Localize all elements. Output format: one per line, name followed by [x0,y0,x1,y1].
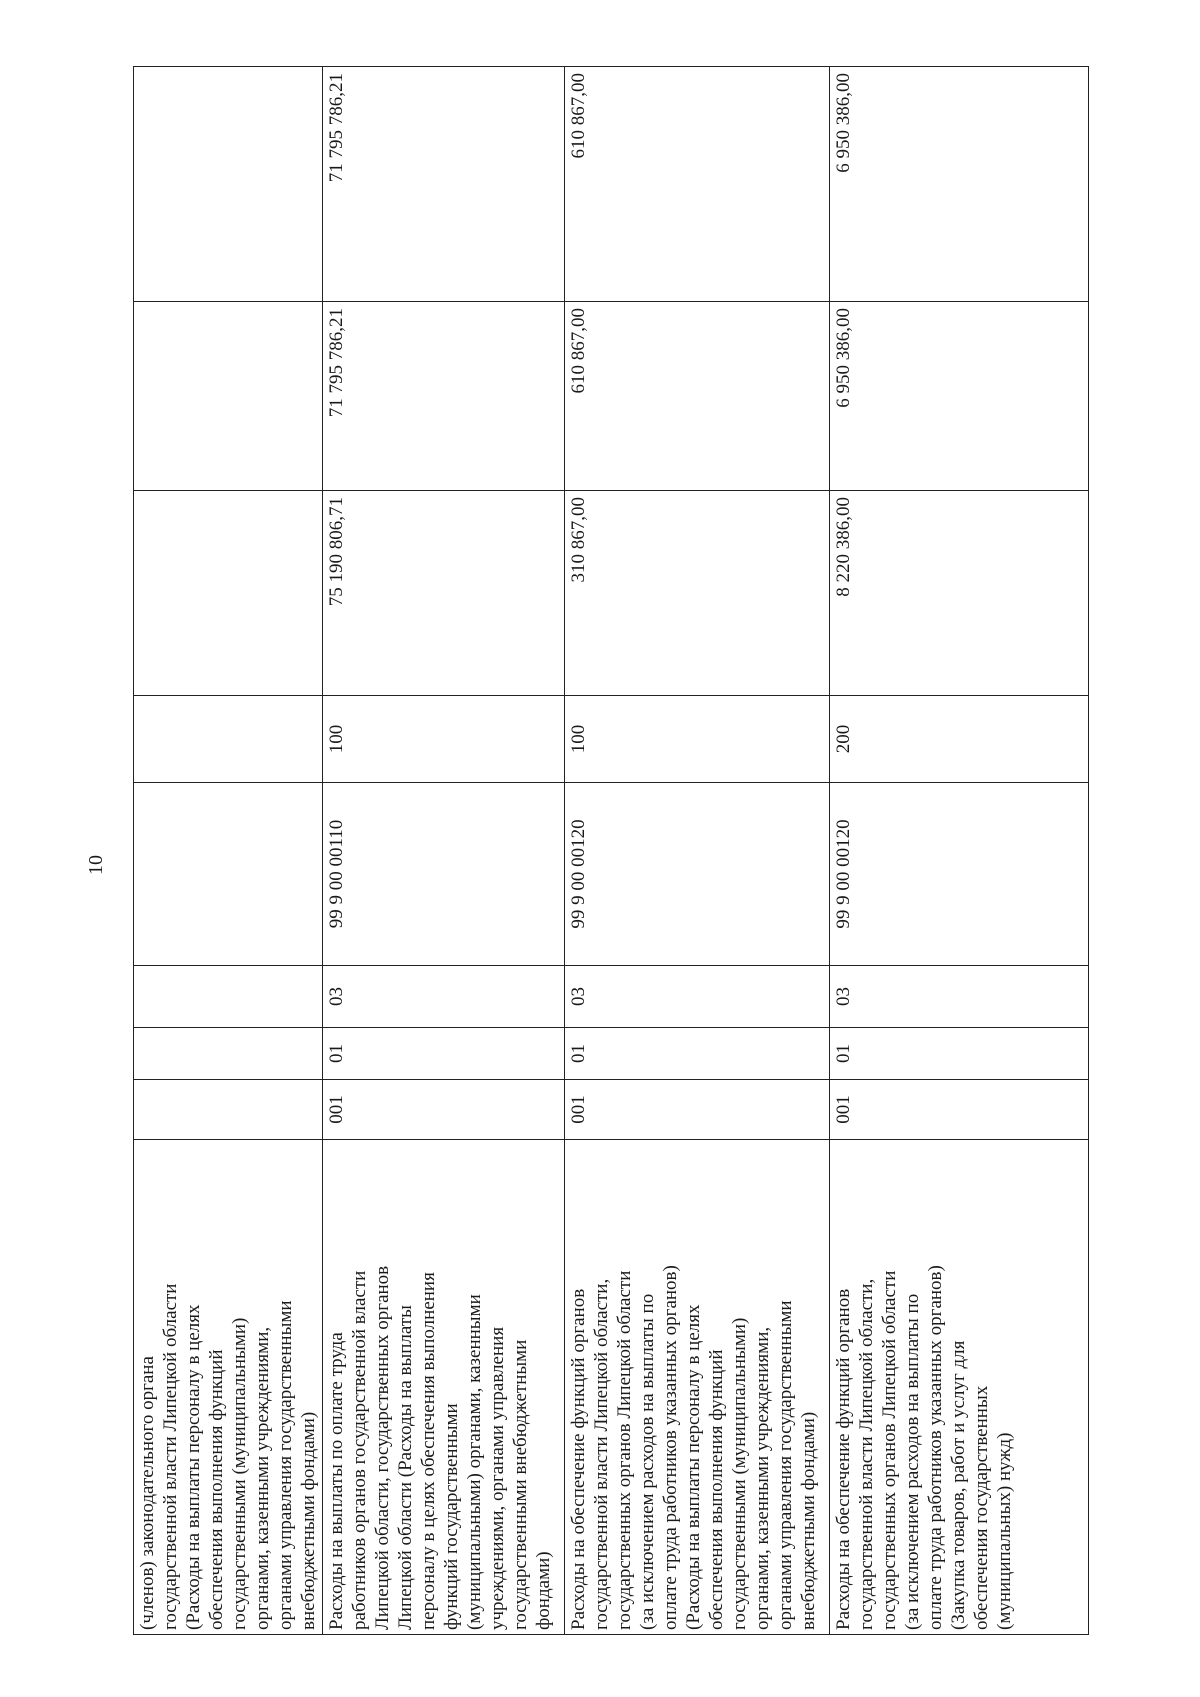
sum1-cell: 75 190 806,71 [323,491,565,696]
rz-cell: 01 [565,1028,830,1080]
sum3-cell [134,67,323,302]
sum2-cell: 71 795 786,21 [323,302,565,491]
sum1-cell [134,491,323,696]
csr-cell: 99 9 00 00110 [323,783,565,966]
rz-cell: 01 [830,1028,1089,1080]
pr-cell: 03 [830,966,1089,1028]
vr-cell [134,696,323,783]
table-row [565,67,830,1635]
vr-cell: 200 [830,696,1089,783]
pr-cell [134,966,323,1028]
sum2-cell [134,302,323,491]
table-row [323,67,565,1635]
table-body [134,67,1089,1635]
rz-cell [134,1028,323,1080]
row-description: (членов) законодательного органа государственной власти Липецкой области (Расходы на выплаты персоналу в целях обеспечения выполнения функций государственными (муниципальными) органами, казенными учреждениями, органами управления государственными внебюджетными фондами) [137,1283,319,1630]
rotated-table-container [133,67,1080,1635]
row-description: Расходы на выплаты по оплате труда работников органов государственной власти Липецкой области, государственных органов Липецкой области (Расходы на выплаты персоналу в целях обеспечения выполнения функций государственными (муниципальными) органами, казенными учреждениями, органами управления государственными внебюджетными фондами) [326,1265,554,1630]
ved-cell: 001 [323,1080,565,1140]
sum3-cell: 6 950 386,00 [830,67,1089,302]
ved-cell [134,1080,323,1140]
table-row [830,67,1089,1635]
pr-cell: 03 [565,966,830,1028]
ved-cell: 001 [830,1080,1089,1140]
page-number: 10 [84,855,107,875]
table-row [134,67,323,1635]
sum1-cell: 310 867,00 [565,491,830,696]
sum2-cell: 610 867,00 [565,302,830,491]
row-description-cell [134,1140,323,1635]
sum2-cell: 6 950 386,00 [830,302,1089,491]
vr-cell: 100 [565,696,830,783]
csr-cell [134,783,323,966]
csr-cell: 99 9 00 00120 [830,783,1089,966]
csr-cell: 99 9 00 00120 [565,783,830,966]
sum3-cell: 71 795 786,21 [323,67,565,302]
row-description-cell [830,1140,1089,1635]
sum1-cell: 8 220 386,00 [830,491,1089,696]
vr-cell: 100 [323,696,565,783]
rz-cell: 01 [323,1028,565,1080]
row-description-cell [565,1140,830,1635]
row-description-cell [323,1140,565,1635]
pr-cell: 03 [323,966,565,1028]
row-description: Расходы на обеспечение функций органов государственной власти Липецкой области, государственных органов Липецкой области (за исключением расходов на выплаты по оплате труда работников указанных органов) (Закупка товаров, работ и услуг для обеспечения государственных (муниципальных) нужд) [833,1265,1015,1630]
ved-cell: 001 [565,1080,830,1140]
sum3-cell: 610 867,00 [565,67,830,302]
budget-table [133,66,1089,1635]
row-description: Расходы на обеспечение функций органов государственной власти Липецкой области, государственных органов Липецкой области (за исключением расходов на выплаты по оплате труда работников указанных органов) (Расходы на выплаты персоналу в целях обеспечения выполнения функций государственными (муниципальными) органами, казенными учреждениями, органами управления государственными внебюджетными фондами) [568,1265,819,1630]
